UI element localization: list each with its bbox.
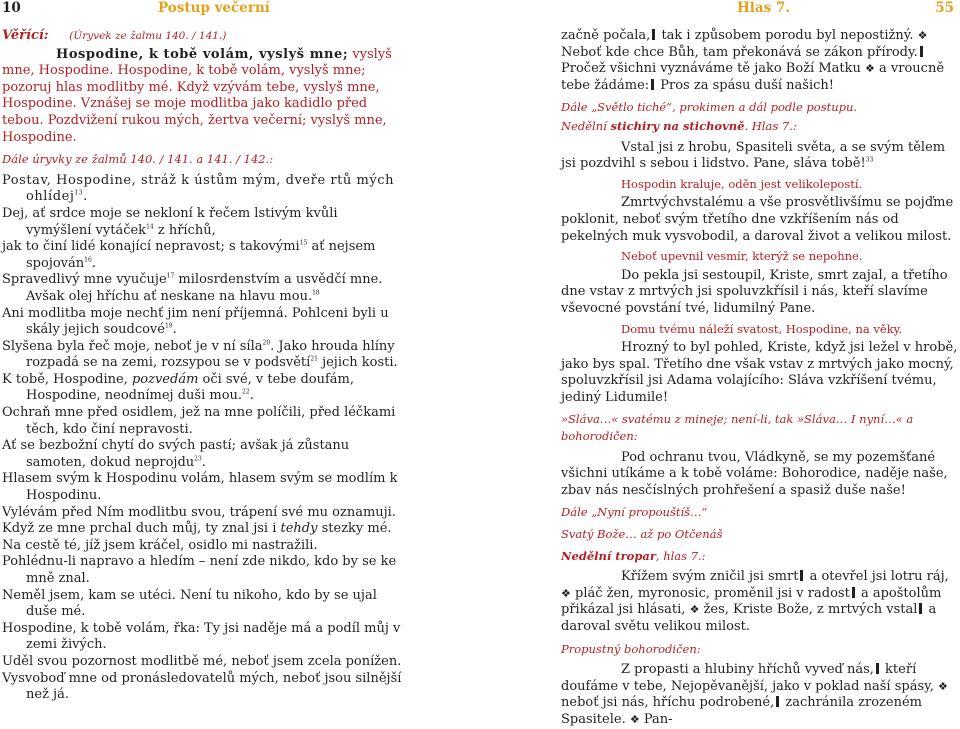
pause-bar-icon [652,29,655,40]
text-run: jejich kosti. [317,355,398,371]
text-run: a otevřel jsi lotru ráj, [805,569,949,585]
text-run: Z propasti a hlubiny hříchů vyveď nás, [621,662,874,678]
rubric-psalms: Dále úryvky ze žalmů 140. / 141. a 141. / 142.: [2,152,274,167]
rubric-slava: »Sláva…« svatému z mineje; není-li, tak »Sláva… I nyní…« a bohorodičen: [561,412,914,444]
verse-8 [2,405,407,438]
footnote-ref: 20 [262,339,271,347]
right-column [561,28,960,729]
verse-10 [2,471,407,504]
verse-1: Postav, Hospodine, stráž k ústům mým, dveře rtů mých ohlídej$^{13}$. [2,172,395,205]
footnote-ref: 23 [194,455,202,463]
pause-bar-icon [919,603,922,614]
text-run: Uděl svou pozornost modlitbě mé, neboť jsem zcela ponížen. [2,653,402,669]
text-run: milosrdenstvím a usvědčí mne. Avšak olej hříchu ať neskane na hlavu mou. [26,272,383,304]
bogorodichen-continuation [561,28,960,94]
pause-bar-icon [776,696,779,707]
verse-9: Ať se bezbožní chytí do svých pastí; avšak já zůstanu samoten, dokud neprojdu$^{23}$. [2,438,350,470]
stichira-4: Hrozný to byl pohled, Kriste, když jsi ležel v hrobě, jako bys spal. Třetího dne však vstav z mrtvých jako mocný, spoluvzkřísil jsi Adama volajícího: Sláva vzkříšení tvému, jediný Lidumile! [561,340,958,405]
dismissal-bogorodichen [561,662,960,728]
text-run: kteří doufáme v tebe, Nejopěvanější, jako v poklad naší spásy, [561,662,934,694]
text-run: Ať se bezbožní chytí do svých pastí; avšak já zůstanu samoten, dokud neprojdu [2,438,350,470]
footnote-ref: 33 [865,156,874,164]
text-run: Na cestě té, jíž jsem kráčel, osidlo mi nastražili. [2,537,318,553]
rubric-propustny: Propustný bohorodičen: [561,641,701,656]
text-run: pláč žen, myronosic, proměnil jsi v radost [570,585,850,601]
verse-7: K tobě, Hospodine, pozvedám oči své, v tebe doufám, Hospodine, neodnímej duši mou.$^{22}$. [2,371,354,404]
footnote-ref: 18 [312,289,320,297]
text-run: oči své, v tebe doufám, Hospodine, neodnímej duši mou. [26,371,354,404]
text-run: ať nejsem spojován [26,239,376,271]
text-run: Postav, Hospodine, stráž k ústům mým, dveře rtů mých ohlídej [2,172,395,205]
text-run: Dej, ať srdce moje se nekloní k řečem lstivým kvůli vymýšlení vytáček [2,205,338,238]
text-run: Nedělní [561,118,611,133]
text-run: Vylévám před Ním modlitbu svou, trápení své mu oznamuji. [2,504,396,520]
page-number-right: 55 [935,0,954,16]
stich-verse-3: Domu tvému náleží svatost, Hospodine, na věky. [621,321,903,336]
text-run: tak i způsobem porodu byl nepostižný. [657,28,914,43]
text-run: K tobě, Hospodine, [2,371,132,387]
text-run: začně počala, [561,28,651,43]
running-title-left: Postup večerní [158,0,270,16]
text-run: z hříchů, [153,222,216,238]
page-number-left: 10 [2,0,21,16]
verse-15 [2,588,407,621]
diamond-ornament-icon: ❖ [938,679,948,693]
text-run: zachránila zrozeném Spasitele. [561,695,922,727]
stichira-1 [561,140,960,173]
text-run: a apoštolům přikázal jsi hlásati, [561,585,942,618]
reader-label: Věřící: [2,28,49,43]
verse-5: Ani modlitba moje nechť jim není příjemná. Pohlceni byli u skály jejich soudcové$^{19}$. [2,305,389,338]
footnote-ref: 14 [146,223,154,231]
verse-18 [2,671,407,704]
verse-2 [2,206,407,239]
verse-6 [2,339,407,372]
pause-bar-icon [876,663,879,674]
footnote-ref: 13 [74,190,84,198]
page-header [0,0,960,22]
psalm-intro [2,47,407,147]
text-run: pozvedám [131,371,199,387]
diamond-ornament-icon: ❖ [689,603,700,617]
footnote-ref: 17 [166,272,175,280]
tropar [561,569,960,635]
text-run: Vysvoboď mne od pronásledovatelů mých, neboť jsou silnější než já. [2,670,402,703]
footnote-ref: 19 [164,322,173,330]
pause-bar-icon [800,570,803,581]
text-run: neboť jsi nás, hříchu podrobené, [561,695,775,711]
pause-bar-icon [651,79,654,90]
text-run: a daroval světu velikou milost. [561,602,937,634]
reader-line [2,28,407,45]
pause-bar-icon [920,46,923,57]
text-run: a vroucně tebe žádáme: [561,61,945,93]
text-run: . Hlas 7.: [744,118,797,133]
text-run: Křížem svým zničil jsi smrt [621,569,799,585]
left-column [2,28,407,704]
text-run: Spravedlivý mne vyučuje [2,272,167,288]
text-run: Hlasem svým k Hospodinu volám, hlasem svým se modlím k Hospodinu. [2,471,398,504]
footnote-ref: 15 [299,239,308,247]
text-run: stichiry na stichovně [610,118,745,133]
text-run: Pohlédnu-li napravo a hledím – není zde nikdo, kdo by se ke mně znal. [2,554,397,586]
stich-verse-1: Hospodin kraluje, oděn jest velikolepostí. [621,176,863,191]
text-run: Neboť kde chce Bůh, tam překonává se zákon přírody. [561,44,918,60]
footnote-ref: 22 [242,389,250,397]
text-run: Neměl jsem, kam se utéci. Není tu nikoho, kdo by se ujal duše mé. [2,587,377,620]
psalm-title: Hospodine, k tobě volám, vyslyš mne; [56,46,349,62]
text-run: jak to činí lidé konající nepravost; s takovými [2,239,300,255]
stich-verse-2: Neboť upevnil vesmír, kterýž se nepohne. [621,249,863,264]
verse-17 [2,654,407,671]
running-title-right: Hlas 7. [737,0,791,16]
text-run: . Jako hrouda hlíny rozpadá se na zemi, rozsypou se v podsvětí [26,338,395,371]
pause-bar-icon [852,587,855,598]
reader-note: (Úryvek ze žalmu 140. / 141.) [69,30,227,42]
bogorodichen: Pod ochranu tvou, Vládkyně, se my pozemšťané všichni utíkáme a k tobě voláme: Bohorodice, naděje naše, zbav nás nesčíslných prohřešení a spasiž duše naše! [561,449,948,498]
verse-12 [2,521,407,538]
verse-11 [2,505,407,522]
psalm-text: vyslyš mne, Hospodine. Hospodine, k tobě volám, vyslyš mne; pozoruj hlas modlitby mé. Když vzývám tebe, vyslyš mne, Hospodine. Vznášej se moje modlitba jako kadidlo před tebou. Pozdvižení rukou mých, žertva večerní; vyslyš mne, Hospodine. [2,46,392,145]
rubric-nyni: Dále „Nyní propouštíš…“ [561,505,708,520]
text-run: tehdy [280,521,318,537]
text-run: Pan- [639,711,673,727]
text-run: Ochraň mne před osidlem, jež na mne políčili, před léčkami těch, kdo činí nepravosti. [2,405,396,437]
verse-4 [2,272,407,305]
rubric-tropar [561,548,960,565]
text-run: Ani modlitba moje nechť jim není příjemná. Pohlceni byli u skály jejich soudcové [2,305,389,338]
text-run: žes, Kriste Bože, z mrtvých vstal [699,602,918,618]
rubric-svaty-boze: Svatý Bože… až po Otčenáš [561,527,723,542]
diamond-ornament-icon: ❖ [917,29,928,42]
text-run: Nedělní tropar [561,548,656,563]
text-run: Vstal jsi z hrobu, Spasiteli světa, a se svým tělem jsi pozdvihl s sebou i lidstvo. Pane, sláva tobě! [561,139,946,172]
verse-14 [2,554,407,587]
text-run: , hlas 7.: [655,548,706,563]
rubric-svetlo-tiche: Dále „Světlo tiché“, prokimen a dál podle postupu. [561,100,858,115]
diamond-ornament-icon: ❖ [629,712,640,726]
footnote-ref: 21 [310,355,318,363]
verse-3: jak to činí lidé konající nepravost; s takovými$^{15}$ ať nejsem spojován$^{16}$. [2,239,376,271]
text-run: Slyšena byla řeč moje, neboť je v ní síla [2,338,263,354]
text-run: Když ze mne prchal duch můj, ty znal jsi i [2,521,281,537]
text-run: Pročež všichni vyznáváme tě jako Boží Matku [561,61,861,77]
text-run: Hospodine, k tobě volám, řka: Ty jsi naděje má a podíl můj v zemi živých. [2,620,401,653]
verse-16 [2,621,407,654]
verse-13 [2,538,407,555]
text-run: Pros za spásu duší našich! [656,77,835,93]
diamond-ornament-icon: ❖ [865,62,875,76]
stichira-2: Zmrtvýchvstalému a vše prosvětlivšímu se pojďme poklonit, neboť svým třetího dne vzkříšením nás od pekelných muk vysvobodil, a daroval život a velikou milost. [561,195,954,244]
diamond-ornament-icon: ❖ [561,586,571,600]
footnote-ref: 16 [84,256,92,264]
stichira-3: Do pekla jsi sestoupil, Kriste, smrt zajal, a třetího dne vstav z mrtvých jsi spoluvzkřísil i nás, kteří slavíme vševocné povstání tvé, lidumilný Pane. [561,267,948,316]
rubric-stichiry [561,118,960,135]
text-run: stezky mé. [317,521,392,537]
